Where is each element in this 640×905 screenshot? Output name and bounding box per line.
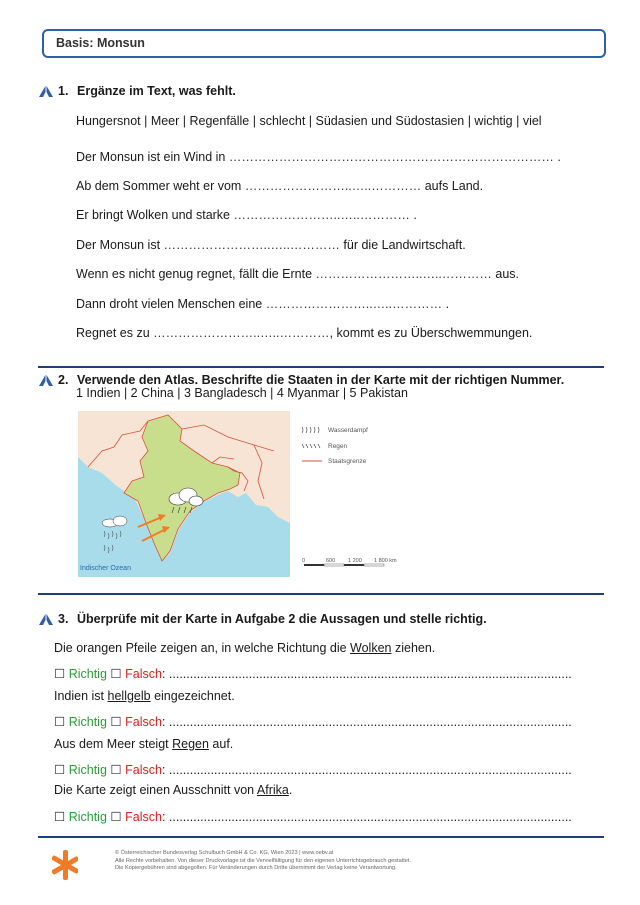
gap-line: Ab dem Sommer weht er vom ……………………..…..………… aufs Land.: [76, 179, 484, 193]
section-divider: [38, 366, 604, 368]
difficulty-triangle-icon: [38, 612, 54, 626]
gap-line: Der Monsun ist ……………………..…..………… für die Landwirtschaft.: [76, 238, 466, 252]
gap-line: Regnet es zu ……………………..…..…………, kommt es zu Überschwemmungen.: [76, 326, 533, 340]
richtig-checkbox[interactable]: ☐: [54, 715, 66, 729]
falsch-label: Falsch: [125, 715, 162, 729]
task2-state-list: 1 Indien | 2 China | 3 Bangladesch | 4 Myanmar | 5 Pakistan: [76, 386, 408, 400]
answer-line[interactable]: ....................................................................................................................: [168, 715, 572, 729]
monsoon-map: [78, 411, 290, 577]
worksheet-title-box: [42, 29, 606, 58]
task3-number: 3.: [58, 612, 69, 626]
footer-copyright: © Österreichischer Bundesverlag Schulbuch GmbH & Co. KG, Wien 2023 | www.oebv.at Alle Rechte vorbehalten. Von dieser Druckvorlage ist die Vervielfältigung für den eigenen Unterrichtsgebrauch gestattet. Die Kopiergebühren sind abgegolten. Für Veränderungen durch Dritte übernimmt der Verlag keine Verantwortung.: [115, 850, 412, 872]
gap-line: Der Monsun ist ein Wind in …………………………………………………………………… .: [76, 150, 561, 164]
richtig-label: Richtig: [68, 810, 107, 824]
task2-number: 2.: [58, 373, 69, 387]
falsch-checkbox[interactable]: ☐: [110, 715, 122, 729]
gap-line: Dann droht vielen Menschen eine ……………………..…..………… .: [76, 297, 450, 311]
difficulty-triangle-icon: [38, 84, 54, 98]
gap-line: Wenn es nicht genug regnet, fällt die Ernte ……………………..…..………… aus.: [76, 267, 520, 281]
answer-row: ☐ Richtig ☐ Falsch: ....................................................................................................................: [54, 667, 572, 681]
statement: Die orangen Pfeile zeigen an, in welche Richtung die Wolken ziehen.: [54, 641, 436, 655]
svg-text:1 800 km: 1 800 km: [374, 558, 397, 564]
worksheet-title: Basis: Monsun: [56, 36, 145, 50]
svg-text:600: 600: [326, 558, 336, 564]
map-scale-bar: [302, 557, 412, 571]
answer-line[interactable]: ....................................................................................................................: [168, 763, 572, 777]
svg-text:0: 0: [302, 558, 306, 564]
task1-number: 1.: [58, 84, 69, 98]
richtig-checkbox[interactable]: ☐: [54, 667, 66, 681]
map-legend: [300, 423, 420, 473]
falsch-checkbox[interactable]: ☐: [110, 810, 122, 824]
task1-title: Ergänze im Text, was fehlt.: [77, 84, 236, 98]
falsch-label: Falsch: [125, 763, 162, 777]
section-divider: [38, 593, 604, 595]
task2-title: Verwende den Atlas. Beschrifte die Staaten in der Karte mit der richtigen Nummer.: [77, 373, 565, 387]
statement: Indien ist hellgelb eingezeichnet.: [54, 689, 235, 703]
statement: Die Karte zeigt einen Ausschnitt von Afrika.: [54, 783, 293, 797]
answer-line[interactable]: ....................................................................................................................: [168, 667, 572, 681]
richtig-label: Richtig: [68, 667, 107, 681]
answer-row: ☐ Richtig ☐ Falsch: ....................................................................................................................: [54, 810, 572, 824]
richtig-label: Richtig: [68, 763, 107, 777]
falsch-checkbox[interactable]: ☐: [110, 667, 122, 681]
answer-row: ☐ Richtig ☐ Falsch: ....................................................................................................................: [54, 763, 572, 777]
water-vapour-icon: [302, 427, 319, 433]
answer-row: ☐ Richtig ☐ Falsch: ....................................................................................................................: [54, 715, 572, 729]
legend-border: Staatsgrenze: [328, 458, 367, 465]
legend-rain: Regen: [328, 443, 348, 450]
legend-water-vapour: Wasserdampf: [328, 427, 368, 434]
gap-line: Er bringt Wolken und starke ……………………..…..………… .: [76, 208, 417, 222]
difficulty-triangle-icon: [38, 373, 54, 387]
richtig-checkbox[interactable]: ☐: [54, 810, 66, 824]
answer-line[interactable]: ....................................................................................................................: [168, 810, 572, 824]
section-divider: [38, 836, 604, 838]
falsch-label: Falsch: [125, 810, 162, 824]
falsch-checkbox[interactable]: ☐: [110, 763, 122, 777]
richtig-label: Richtig: [68, 715, 107, 729]
svg-text:1 200: 1 200: [348, 558, 362, 564]
task1-word-bank: Hungersnot | Meer | Regenfälle | schlecht | Südasien und Südostasien | wichtig | viel: [76, 114, 542, 128]
statement: Aus dem Meer steigt Regen auf.: [54, 737, 234, 751]
task3-title: Überprüfe mit der Karte in Aufgabe 2 die Aussagen und stelle richtig.: [77, 612, 487, 626]
ocean-label: Indischer Ozean: [80, 565, 131, 572]
rain-icon: [302, 444, 320, 448]
richtig-checkbox[interactable]: ☐: [54, 763, 66, 777]
publisher-logo-icon: [52, 848, 78, 882]
falsch-label: Falsch: [125, 667, 162, 681]
